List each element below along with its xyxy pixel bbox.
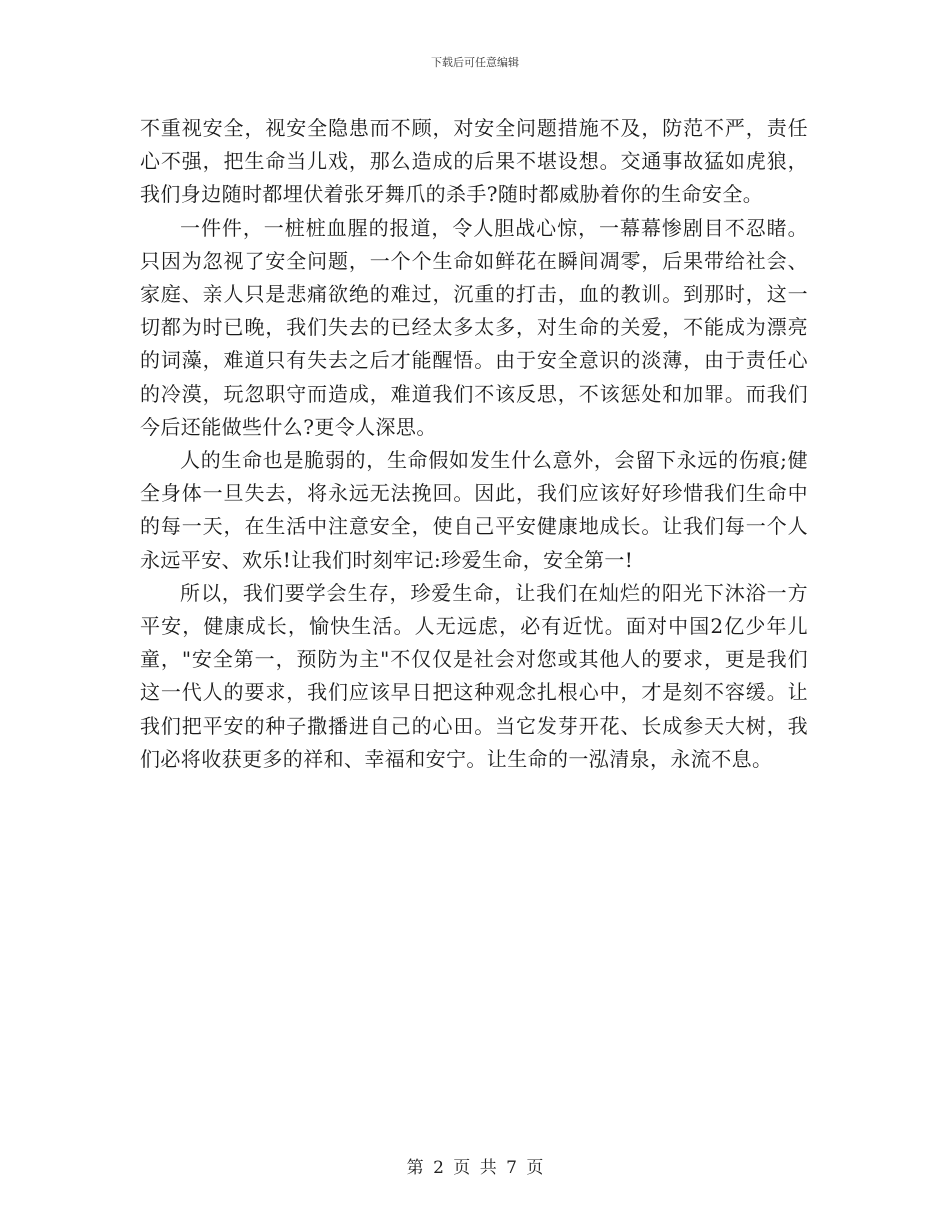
page-header-note: 下载后可任意编辑 xyxy=(431,56,519,69)
paragraph: 所以，我们要学会生存，珍爱生命，让我们在灿烂的阳光下沐浴一方平安，健康成长，愉快生活。人无远虑，必有近忧。面对中国2亿少年儿童，"安全第一，预防为主"不仅仅是社会对您或其他人的要求，更是我们这一代人的要求，我们应该早日把这种观念扎根心中，才是刻不容缓。让我们把平安的种子撒播进自己的心田。当它发芽开花、长成参天大树，我们必将收获更多的祥和、幸福和安宁。让生命的一泓清泉，永流不息。 xyxy=(140,580,808,771)
paragraph: 人的生命也是脆弱的，生命假如发生什么意外，会留下永远的伤痕;健全身体一旦失去，将永远无法挽回。因此，我们应该好好珍惜我们生命中的每一天，在生活中注意安全，使自己平安健康地成长。让我们每一个人永远平安、欢乐!让我们时刻牢记:珍爱生命，安全第一! xyxy=(140,448,808,572)
document-body xyxy=(140,112,808,776)
paragraph-continued: 不重视安全，视安全隐患而不顾，对安全问题措施不及，防范不严，责任心不强，把生命当儿戏，那么造成的后果不堪设想。交通事故猛如虎狼，我们身边随时都埋伏着张牙舞爪的杀手?随时都威胁着你的生命安全。 xyxy=(140,116,808,207)
paragraph: 一件件，一桩桩血腥的报道，令人胆战心惊，一幕幕惨剧目不忍睹。只因为忽视了安全问题，一个个生命如鲜花在瞬间凋零，后果带给社会、家庭、亲人只是悲痛欲绝的难过，沉重的打击，血的教训。到那时，这一切都为时已晚，我们失去的已经太多太多，对生命的关爱，不能成为漂亮的词藻，难道只有失去之后才能醒悟。由于安全意识的淡薄，由于责任心的冷漠，玩忽职守而造成，难道我们不该反思，不该惩处和加罪。而我们今后还能做些什么?更令人深思。 xyxy=(140,215,808,439)
page-number: 第 2 页 共 7 页 xyxy=(406,1158,544,1178)
